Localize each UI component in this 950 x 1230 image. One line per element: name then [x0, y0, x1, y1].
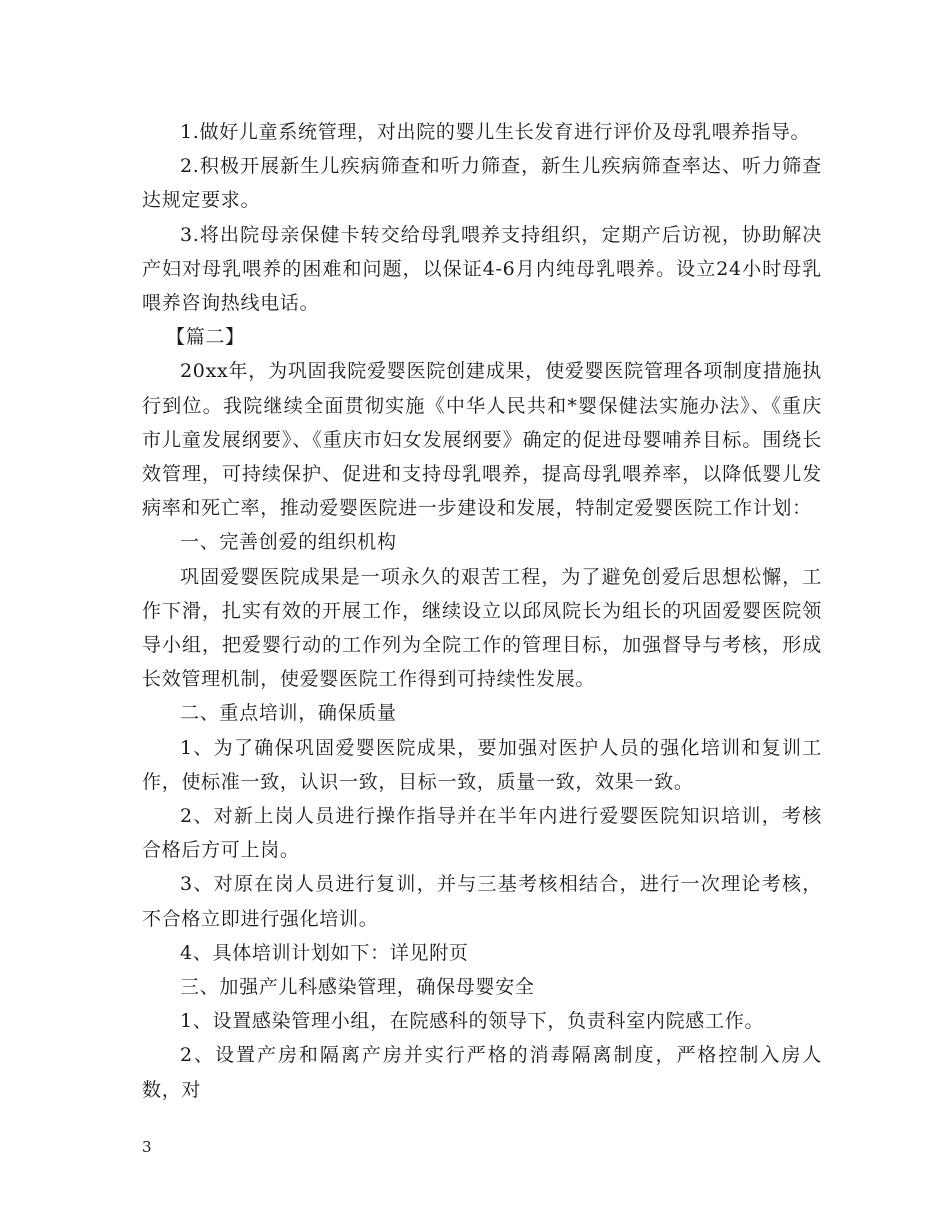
paragraph-infection-1: 1、设置感染管理小组，在院感科的领导下，负责科室内院感工作。	[180, 1010, 765, 1033]
paragraph-2: 2.积极开展新生儿疾病筛查和听力筛查，新生儿疾病筛查率达、听力筛查达规定要求。	[142, 155, 822, 212]
section-heading-3: 三、加强产儿科感染管理，确保母婴安全	[180, 976, 535, 999]
paragraph-3: 3.将出院母亲保健卡转交给母乳喂养支持组织，定期产后访视，协助解决产妇对母乳喂养的困难和问题，以保证4-6月内纯母乳喂养。设立24小时母乳喂养咨询热线电话。	[142, 223, 822, 315]
page-number: 3	[142, 1138, 152, 1156]
paragraph-intro: 20xx年，为巩固我院爱婴医院创建成果，使爱婴医院管理各项制度措施执行到位。我院继续全面贯彻实施《中华人民共和*婴保健法实施办法》、《重庆市儿童发展纲要》、《重庆市妇女发展纲要》确定的促进母婴哺养目标。围绕长效管理，可持续保护、促进和支持母乳喂养，提高母乳喂养率，以降低婴儿发病率和死亡率，推动爱婴医院进一步建设和发展，特制定爱婴医院工作计划：	[142, 360, 822, 520]
document-body	[142, 115, 822, 1107]
paragraph-1: 1.做好儿童系统管理，对出院的婴儿生长发育进行评价及母乳喂养指导。	[180, 121, 811, 143]
section-heading-2: 二、重点培训，确保质量	[180, 702, 397, 725]
paragraph-training-2: 2、对新上岗人员进行操作指导并在半年内进行爱婴医院知识培训，考核合格后方可上岗。	[142, 805, 822, 862]
paragraph-training-1: 1、为了确保巩固爱婴医院成果，要加强对医护人员的强化培训和复训工作，使标准一致，认识一致，目标一致，质量一致，效果一致。	[142, 736, 822, 793]
paragraph-section-1: 巩固爱婴医院成果是一项永久的艰苦工程，为了避免创爱后思想松懈，工作下滑，扎实有效的开展工作，继续设立以邱凤院长为组长的巩固爱婴医院领导小组，把爱婴行动的工作列为全院工作的管理目标，加强督导与考核，形成长效管理机制，使爱婴医院工作得到可持续性发展。	[142, 565, 822, 691]
section-heading-part-two: 【篇二】	[166, 326, 245, 349]
paragraph-training-4: 4、具体培训计划如下：详见附页	[180, 941, 469, 964]
section-heading-1: 一、完善创爱的组织机构	[180, 531, 397, 554]
paragraph-training-3: 3、对原在岗人员进行复训，并与三基考核相结合，进行一次理论考核，不合格立即进行强化培训。	[142, 873, 822, 930]
paragraph-infection-2: 2、设置产房和隔离产房并实行严格的消毒隔离制度，严格控制入房人数，对	[142, 1044, 822, 1101]
